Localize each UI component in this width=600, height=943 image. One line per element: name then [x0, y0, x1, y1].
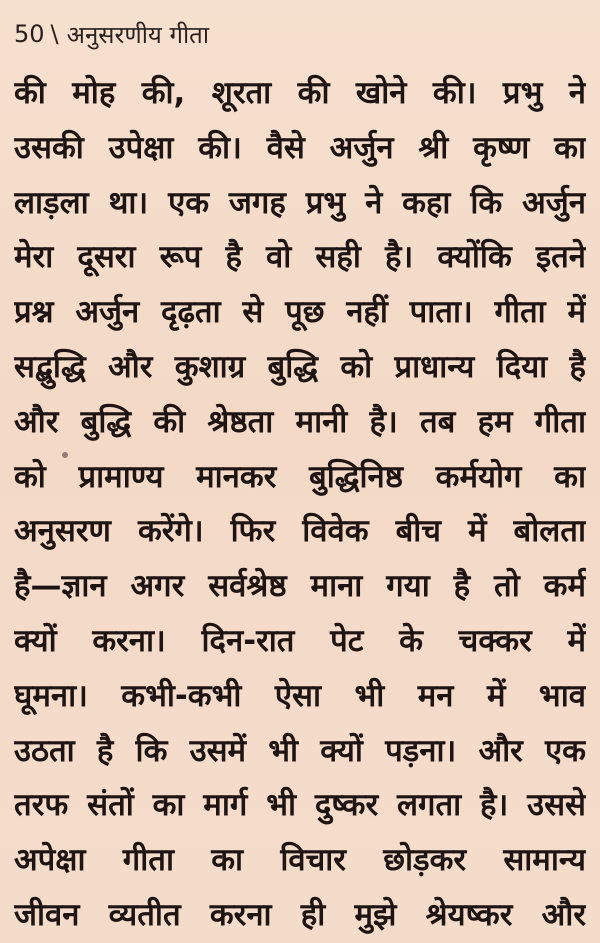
text-line: लाड़ला था। एक जगह प्रभु ने कहा कि अर्जुन — [14, 184, 586, 221]
book-title: अनुसरणीय गीता — [66, 20, 210, 49]
text-line: सद्बुद्धि और कुशाग्र बुद्धि को प्राधान्य दिया है — [14, 348, 586, 385]
text-line: है—ज्ञान अगर सर्वश्रेष्ठ माना गया है तो कर्म — [14, 568, 586, 605]
text-line: की मोह की, शूरता की खोने की। प्रभु ने — [14, 75, 586, 111]
text-line: प्रश्न अर्जुन दृढ़ता से पूछ नहीं पाता। गीता में — [14, 294, 586, 331]
text-line: घूमना। कभी-कभी ऐसा भी मन में भाव — [14, 677, 586, 714]
text-line: और बुद्धि की श्रेष्ठता मानी है। तब हम गीता — [14, 403, 586, 440]
text-line: उसकी उपेक्षा की। वैसे अर्जुन श्री कृष्ण का — [14, 129, 586, 166]
body-text — [14, 66, 586, 943]
text-line: अनुसरण करेंगे। फिर विवेक बीच में बोलता — [14, 513, 586, 550]
text-line: को प्रामाण्य मानकर बुद्धिनिष्ठ कर्मयोग का — [14, 458, 586, 495]
header-separator: \ — [50, 20, 59, 48]
text-line: तरफ संतों का मार्ग भी दुष्कर लगता है। उससे — [14, 787, 586, 824]
text-line: अपेक्षा गीता का विचार छोड़कर सामान्य — [14, 842, 586, 879]
text-line: मेरा दूसरा रूप है वो सही है। क्योंकि इतने — [14, 239, 586, 276]
page-number: 50 — [14, 20, 45, 48]
running-head — [14, 14, 209, 54]
paper-speck — [62, 452, 68, 458]
text-line: जीवन व्यतीत करना ही मुझे श्रेयष्कर और — [14, 896, 586, 933]
text-line: उठता है कि उसमें भी क्यों पड़ना। और एक — [14, 732, 586, 769]
text-line: क्यों करना। दिन-रात पेट के चक्कर में — [14, 622, 586, 659]
